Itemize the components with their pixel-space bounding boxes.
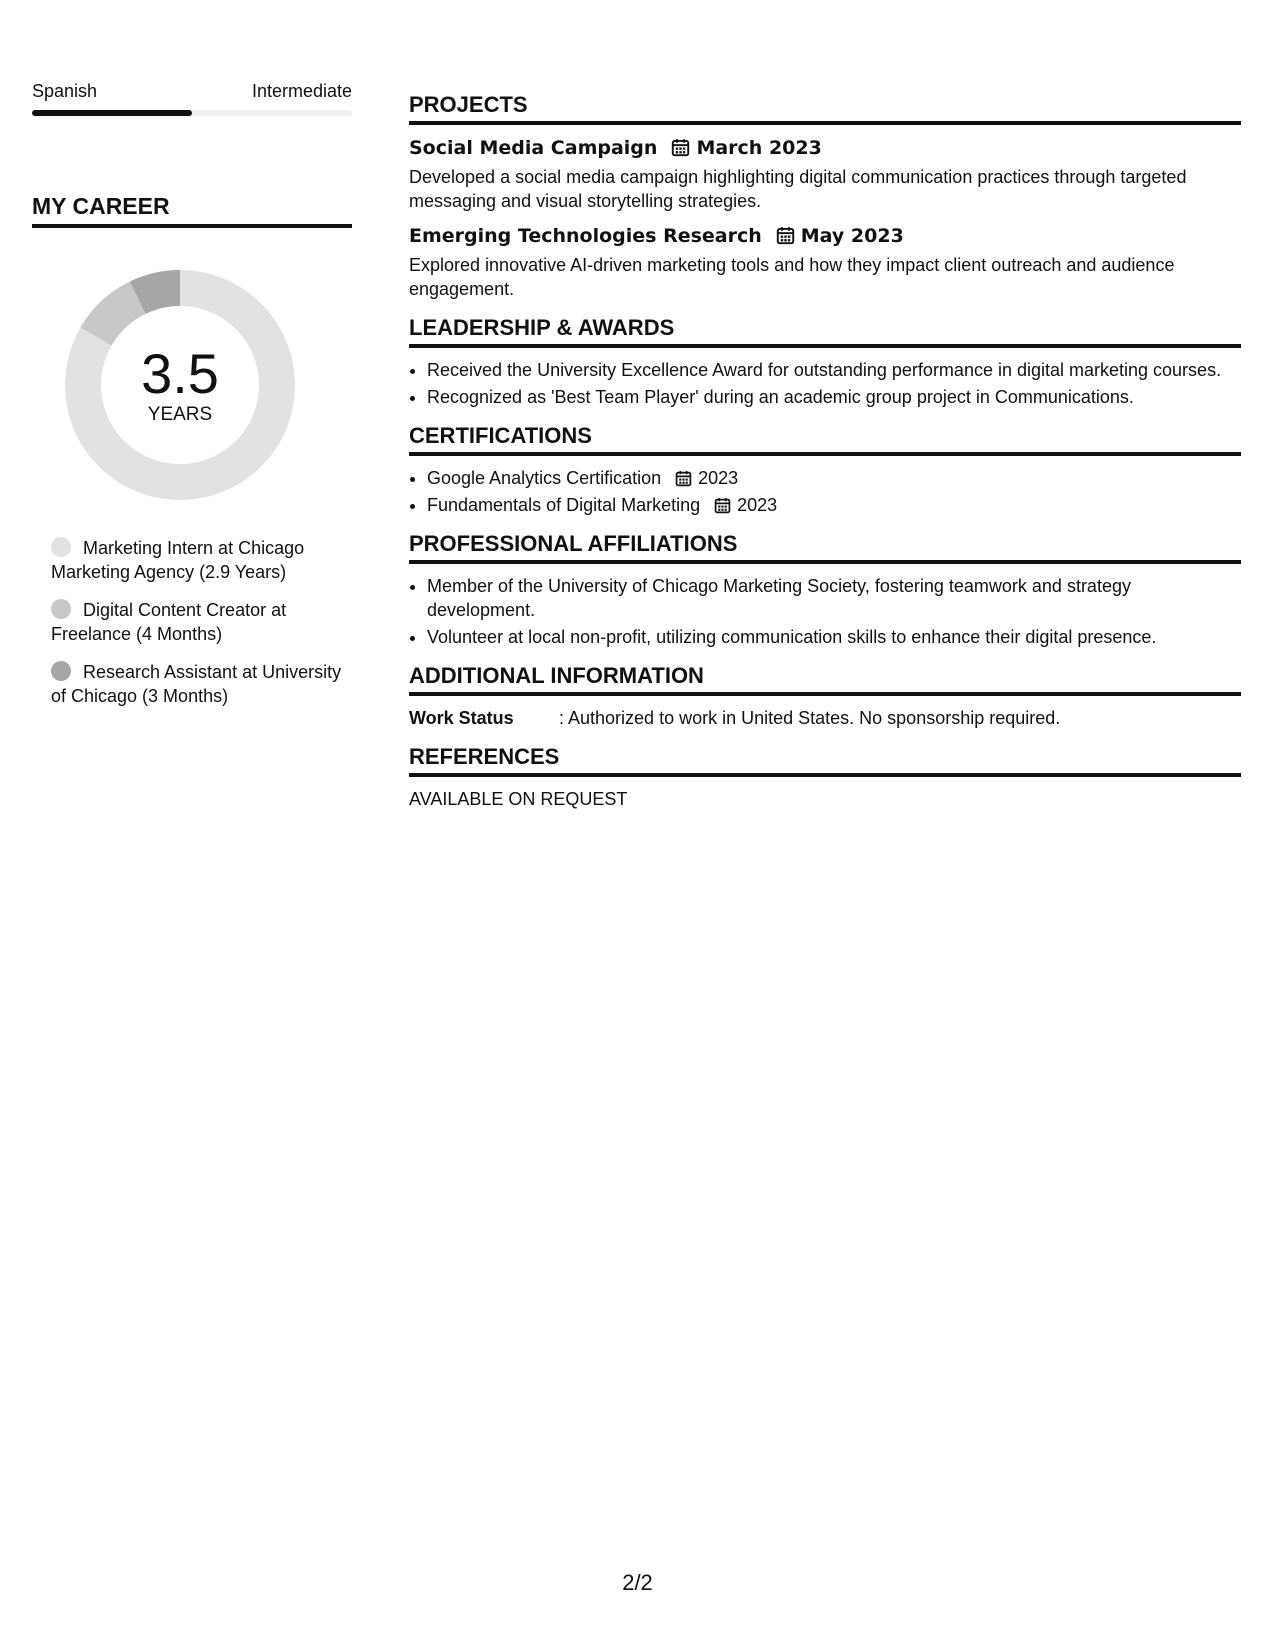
leadership-list — [409, 358, 1241, 409]
project-description: Developed a social media campaign highlighting digital communication practices through targeted messaging and visual storytelling strategies. — [409, 167, 1187, 211]
career-legend-item — [51, 660, 352, 708]
donut-center — [65, 270, 295, 500]
calendar-icon — [671, 138, 690, 157]
calendar-icon — [776, 226, 795, 245]
language-row — [32, 80, 352, 102]
leadership-item: • Received the University Excellence Award for outstanding performance in digital marketing courses. — [427, 358, 1241, 382]
project-description: Explored innovative AI-driven marketing tools and how they impact client outreach and audience engagement. — [409, 255, 1175, 299]
career-legend-item — [51, 536, 352, 584]
certifications-section — [409, 423, 1241, 517]
project-title: Social Media Campaign — [409, 137, 658, 159]
career-legend — [32, 536, 352, 708]
legend-dot — [51, 599, 71, 619]
references-section — [409, 744, 1241, 811]
affiliations-list — [409, 574, 1241, 649]
work-status-value: : Authorized to work in United States. No sponsorship required. — [559, 708, 1061, 728]
career-legend-label: Digital Content Creator at Freelance (4 Months) — [51, 600, 287, 644]
language-proficiency-fill — [32, 110, 192, 116]
affiliation-item: • Volunteer at local non-profit, utilizing communication skills to enhance their digital presence. — [427, 625, 1241, 649]
career-total-unit: YEARS — [147, 404, 213, 425]
career-legend-label: Marketing Intern at Chicago Marketing Agency (2.9 Years) — [51, 538, 305, 582]
language-proficiency-bar — [32, 110, 352, 116]
right-column — [409, 92, 1241, 825]
references-text: AVAILABLE ON REQUEST — [409, 789, 628, 809]
calendar-icon — [675, 470, 692, 487]
career-legend-label: Research Assistant at University of Chicago (3 Months) — [51, 662, 342, 706]
project-title: Emerging Technologies Research — [409, 225, 762, 247]
language-level: Intermediate — [251, 81, 352, 101]
certification-year: 2023 — [737, 495, 778, 515]
leadership-heading: LEADERSHIP & AWARDS — [409, 315, 1241, 348]
certifications-heading: CERTIFICATIONS — [409, 423, 1241, 456]
affiliation-item: • Member of the University of Chicago Marketing Society, fostering teamwork and strategy development. — [427, 574, 1241, 622]
additional-info-heading: ADDITIONAL INFORMATION — [409, 663, 1241, 696]
project-header — [409, 135, 1241, 161]
certifications-list — [409, 466, 1241, 517]
certification-name: Google Analytics Certification — [427, 468, 662, 488]
left-column — [32, 80, 352, 722]
page-number: 2/2 — [622, 1570, 653, 1595]
language-name: Spanish — [32, 81, 98, 101]
project-date: March 2023 — [696, 137, 822, 159]
career-donut-chart — [65, 270, 295, 500]
work-status-label: Work Status — [409, 708, 514, 728]
affiliations-heading: PROFESSIONAL AFFILIATIONS — [409, 531, 1241, 564]
certification-item — [427, 493, 1241, 517]
legend-dot — [51, 537, 71, 557]
additional-info-section — [409, 663, 1241, 730]
references-heading: REFERENCES — [409, 744, 1241, 777]
career-heading: MY CAREER — [32, 192, 352, 228]
calendar-icon — [714, 497, 731, 514]
career-legend-item — [51, 598, 352, 646]
certification-item — [427, 466, 1241, 490]
legend-dot — [51, 661, 71, 681]
project-header — [409, 223, 1241, 249]
certification-year: 2023 — [698, 468, 739, 488]
leadership-section — [409, 315, 1241, 409]
projects-heading: PROJECTS — [409, 92, 1241, 125]
affiliations-section — [409, 531, 1241, 649]
projects-list — [409, 135, 1241, 301]
project-date: May 2023 — [800, 225, 904, 247]
career-total-value: 3.5 — [141, 342, 219, 405]
work-status-row — [409, 706, 1241, 730]
leadership-item: • Recognized as 'Best Team Player' during an academic group project in Communications. — [427, 385, 1241, 409]
projects-section — [409, 92, 1241, 301]
certification-name: Fundamentals of Digital Marketing — [427, 495, 701, 515]
